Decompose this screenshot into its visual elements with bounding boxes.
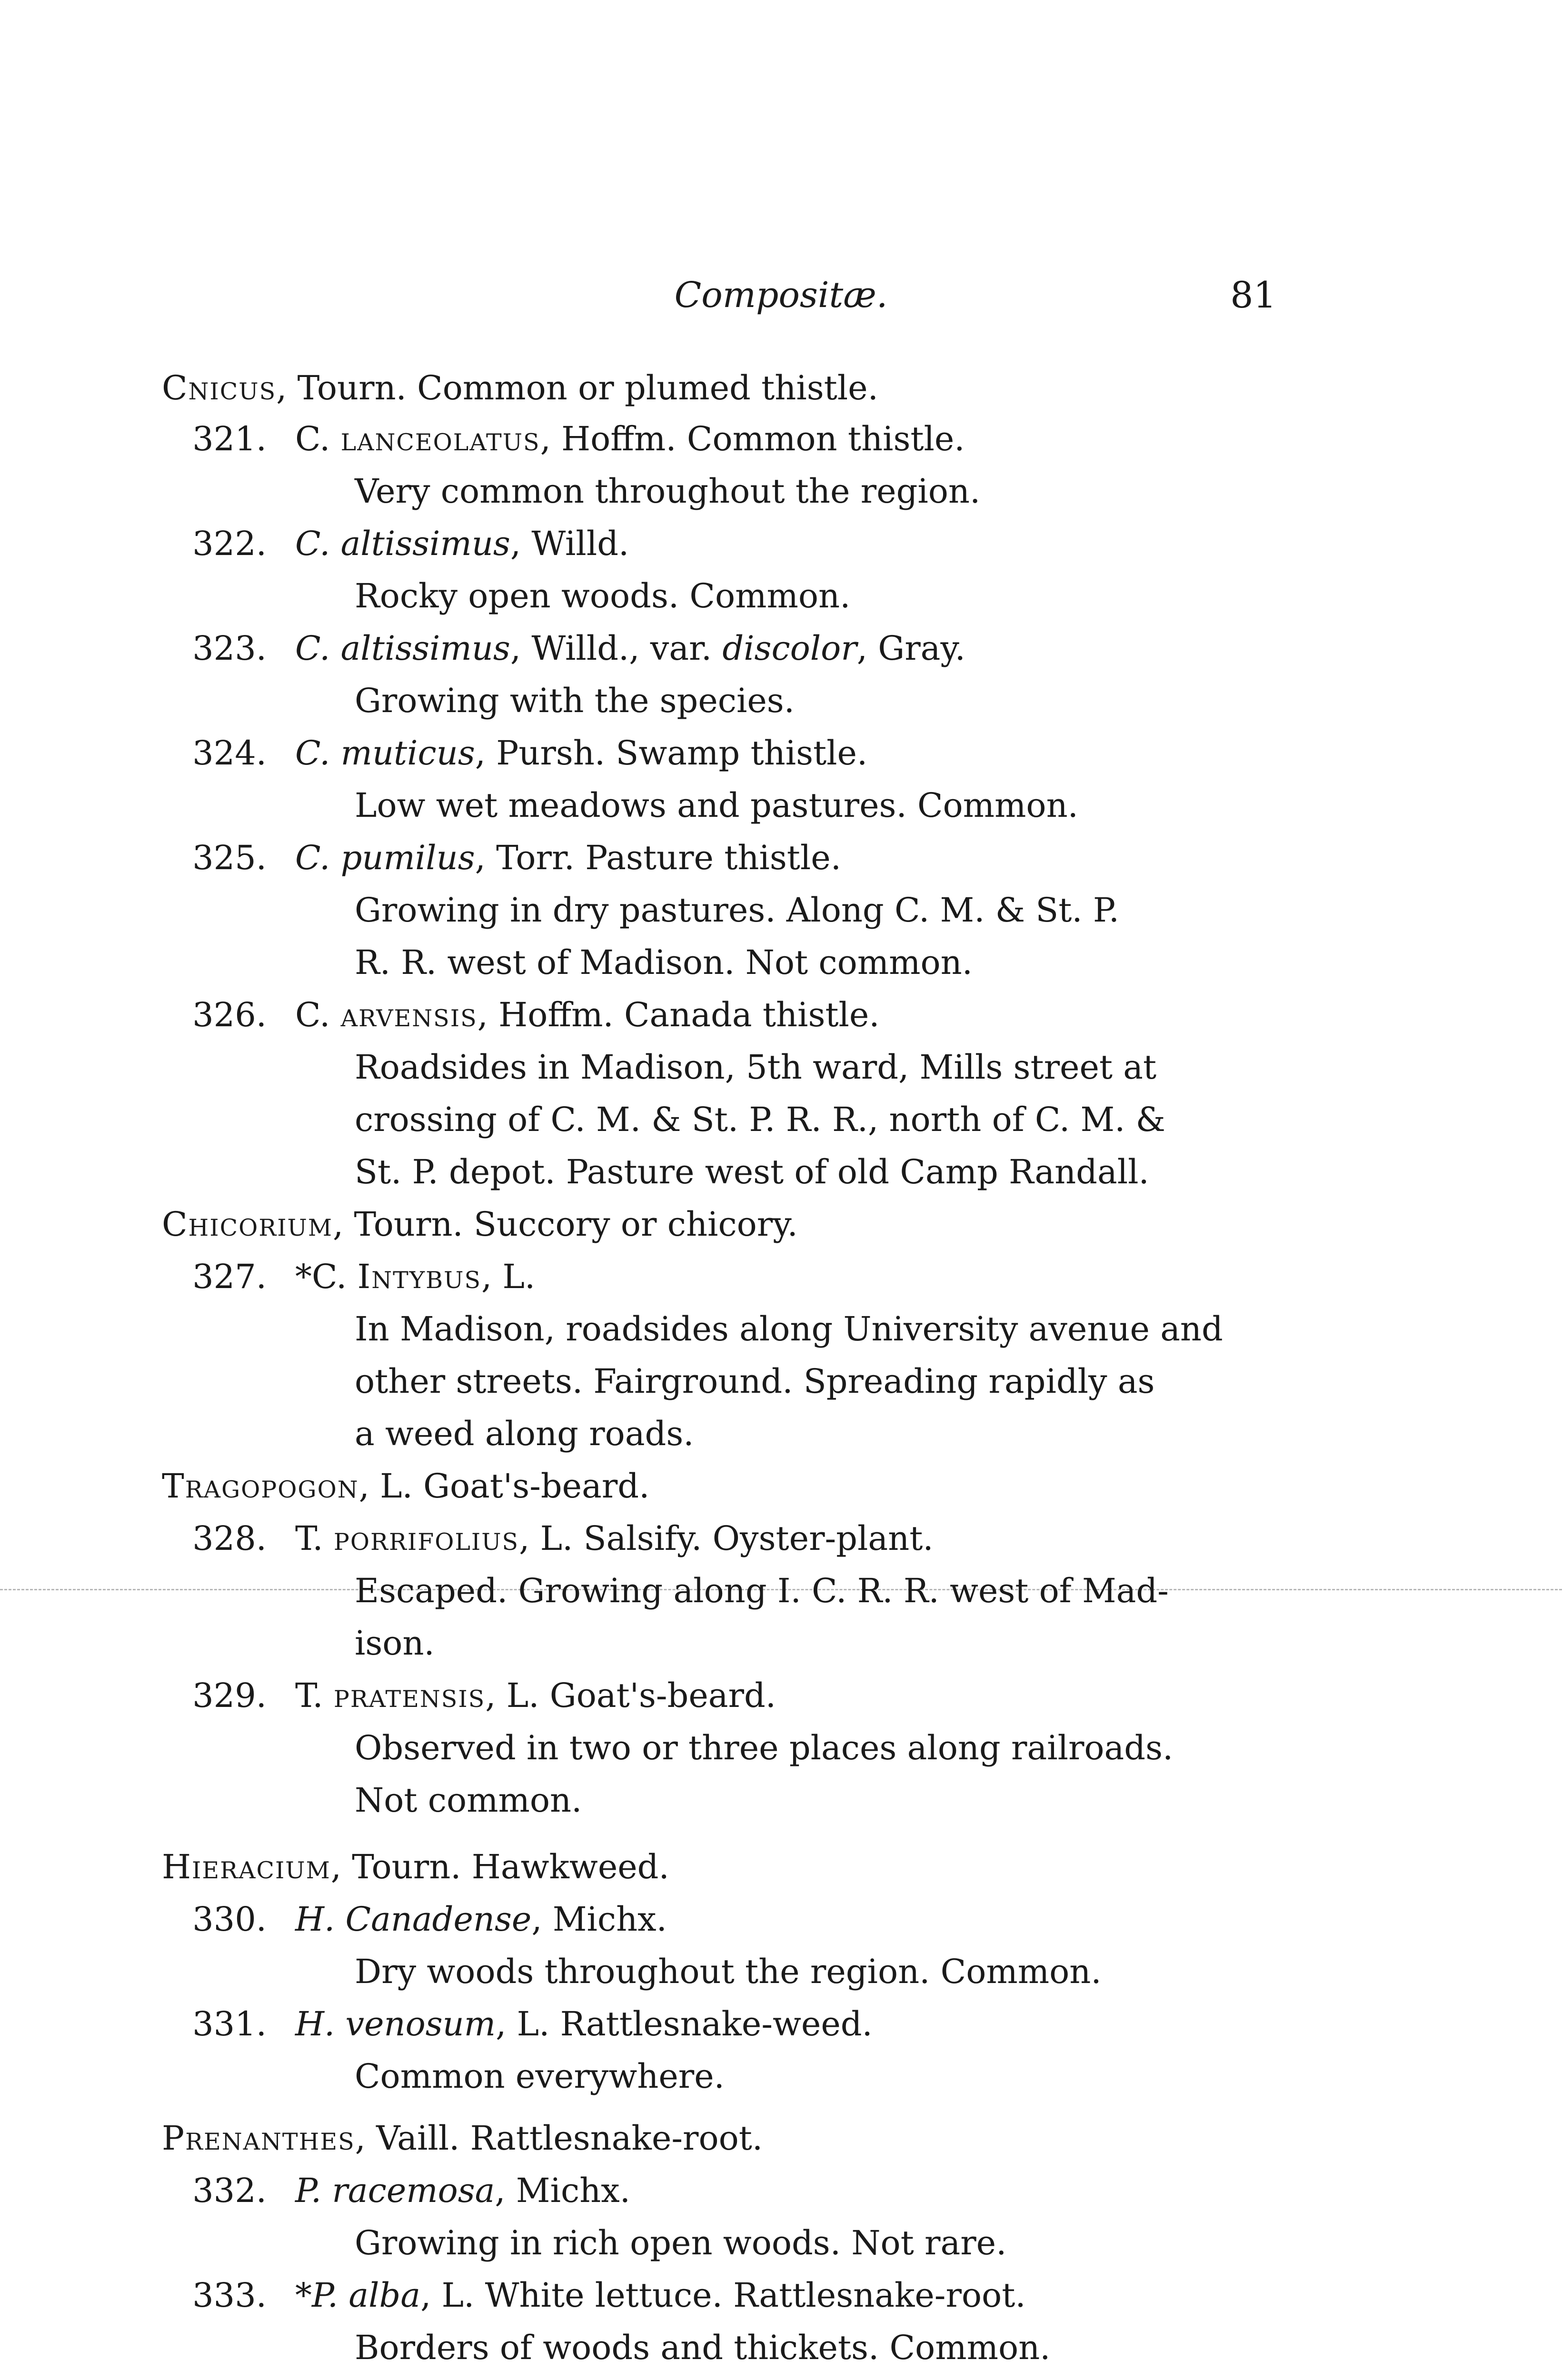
species-epithet: porrifolius: [333, 1519, 519, 1558]
species-entry-331: [295, 2000, 873, 2048]
entry-number-332: 332.: [192, 2171, 267, 2210]
species-author: , Hoffm. Common thistle.: [540, 419, 965, 458]
entry-number-330: 330.: [192, 1900, 267, 1939]
species-note: Observed in two or three places along railroads.: [355, 1728, 1174, 1767]
species-author: , L. White lettuce. Rattlesnake-root.: [420, 2276, 1026, 2315]
species-entry-333: [295, 2271, 1026, 2319]
species-note: Very common throughout the region.: [355, 472, 981, 511]
species-author: , L. Goat's-beard.: [485, 1676, 776, 1715]
entry-number-324: 324.: [192, 734, 267, 773]
species-note: Borders of woods and thickets. Common.: [355, 2328, 1051, 2367]
genus-name: Cnicus: [162, 368, 277, 407]
species-note: a weed along roads.: [355, 1414, 694, 1453]
variety-author: , Gray.: [856, 629, 965, 668]
species-entry-330: [295, 1895, 667, 1943]
entry-number-323: 323.: [192, 629, 267, 668]
species-author: , Willd., var.: [510, 629, 723, 668]
genus-heading-prenanthes: [162, 2114, 763, 2162]
species-author: , Torr. Pasture thistle.: [475, 838, 841, 877]
genus-author: , Tourn. Hawkweed.: [330, 1847, 669, 1886]
species-note: Dry woods throughout the region. Common.: [355, 1952, 1102, 1991]
species-note: Growing with the species.: [355, 681, 795, 720]
genus-heading-cnicus: [162, 364, 878, 412]
species-note: Rocky open woods. Common.: [355, 576, 851, 615]
species-note: Growing in dry pastures. Along C. M. & St. P.: [355, 891, 1120, 930]
species-entry-332: [295, 2167, 630, 2214]
species-epithet: lanceolatus: [340, 419, 540, 458]
species-epithet: pratensis: [333, 1676, 486, 1715]
species-note: ison.: [355, 1624, 435, 1663]
species-author: , Michx.: [531, 1900, 667, 1939]
entry-number-331: 331.: [192, 2004, 267, 2043]
species-name: C. altissimus: [295, 629, 510, 668]
genus-name: Prenanthes: [162, 2119, 355, 2158]
genus-name: Hieracium: [162, 1847, 331, 1886]
species-author: , L. Rattlesnake-weed.: [496, 2004, 873, 2043]
running-head: Compositæ.: [674, 275, 888, 316]
species-author: , Pursh. Swamp thistle.: [475, 734, 868, 773]
genus-heading-tragopogon: [162, 1462, 649, 1510]
genus-author: , Tourn. Succory or chicory.: [333, 1205, 798, 1244]
species-entry-321: [295, 415, 965, 463]
species-entry-322: [295, 520, 629, 567]
species-note: Not common.: [355, 1781, 582, 1820]
species-note: Roadsides in Madison, 5th ward, Mills street at: [355, 1048, 1157, 1087]
species-name: H. venosum: [295, 2004, 496, 2043]
species-epithet: arvensis: [340, 995, 478, 1034]
entry-number-327: 327.: [192, 1257, 267, 1296]
genus-heading-chicorium: [162, 1200, 798, 1248]
species-name: C. muticus: [295, 734, 475, 773]
species-note: crossing of C. M. & St. P. R. R., north of C. M. &: [355, 1100, 1165, 1139]
species-author: , L. Salsify. Oyster-plant.: [519, 1519, 934, 1558]
genus-name: Chicorium: [162, 1205, 333, 1244]
species-entry-325: [295, 834, 841, 882]
species-note: R. R. west of Madison. Not common.: [355, 943, 973, 982]
entry-number-322: 322.: [192, 524, 267, 563]
species-name: H. Canadense: [295, 1900, 532, 1939]
species-entry-329: [295, 1672, 776, 1719]
species-epithet: Intybus: [357, 1257, 482, 1296]
species-author: , Michx.: [495, 2171, 631, 2210]
variety-name: discolor: [722, 629, 857, 668]
species-initial: C.: [295, 419, 341, 458]
species-entry-327: [295, 1253, 535, 1300]
species-name: C. altissimus: [295, 524, 510, 563]
page-number: 81: [1230, 274, 1276, 316]
genus-author: , L. Goat's-beard.: [358, 1467, 650, 1506]
genus-author: , Vaill. Rattlesnake-root.: [355, 2119, 763, 2158]
entry-number-329: 329.: [192, 1676, 267, 1715]
species-note: Escaped. Growing along I. C. R. R. west of Mad-: [355, 1571, 1169, 1610]
species-note: St. P. depot. Pasture west of old Camp Randall.: [355, 1152, 1149, 1191]
species-initial: *C.: [295, 1257, 358, 1296]
species-name: C. pumilus: [295, 838, 475, 877]
genus-author: , Tourn. Common or plumed thistle.: [276, 368, 878, 407]
entry-number-325: 325.: [192, 838, 267, 877]
species-initial: T.: [295, 1519, 334, 1558]
species-initial: T.: [295, 1676, 334, 1715]
species-initial: C.: [295, 995, 341, 1034]
entry-number-333: 333.: [192, 2276, 267, 2315]
species-note: Growing in rich open woods. Not rare.: [355, 2223, 1007, 2262]
species-name: P. racemosa: [295, 2171, 495, 2210]
species-author: , Hoffm. Canada thistle.: [477, 995, 880, 1034]
species-entry-323: [295, 625, 965, 672]
species-note: other streets. Fairground. Spreading rapidly as: [355, 1362, 1155, 1401]
species-entry-324: [295, 729, 867, 777]
entry-number-328: 328.: [192, 1519, 267, 1558]
species-name: *P. alba: [295, 2276, 421, 2315]
species-entry-326: [295, 991, 880, 1039]
species-entry-328: [295, 1515, 934, 1562]
genus-name: Tragopogon: [162, 1467, 359, 1506]
genus-heading-hieracium: [162, 1843, 669, 1891]
species-author: , Willd.: [510, 524, 629, 563]
species-author: , L.: [481, 1257, 536, 1296]
species-note: In Madison, roadsides along University avenue and: [355, 1309, 1223, 1349]
species-note: Low wet meadows and pastures. Common.: [355, 786, 1078, 825]
entry-number-321: 321.: [192, 419, 267, 458]
entry-number-326: 326.: [192, 995, 267, 1034]
species-note: Common everywhere.: [355, 2057, 725, 2096]
